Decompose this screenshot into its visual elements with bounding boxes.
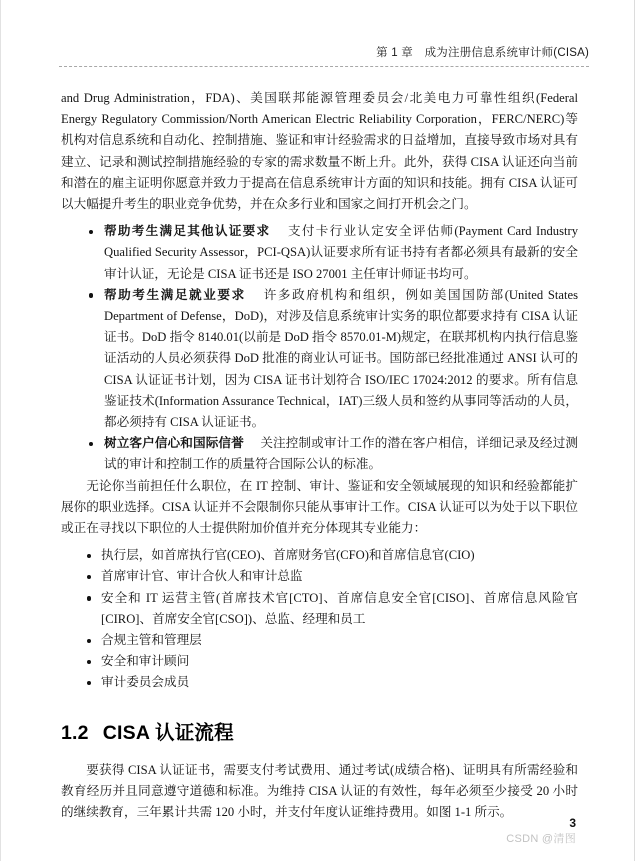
paragraph-roles-intro: 无论你当前担任什么职位，在 IT 控制、审计、鉴证和安全领域展现的知识和经验都能扩展你的职业选择。CISA 认证并不会限制你只能从事审计工作。CISA 认证可以为处于以下职位或正在寻找以下职位的人士提供附加价值并充分体现其专业能力：: [61, 478, 578, 536]
bullet-lead-label: 帮助考生满足其他认证要求: [104, 224, 271, 239]
bullet-lead-label: 树立客户信心和国际信誉: [104, 436, 244, 451]
running-header-title: 第 1 章 成为注册信息系统审计师(CISA): [376, 47, 589, 59]
section-number: 1.2: [61, 721, 89, 744]
role-item-text: 审计委员会成员: [101, 675, 190, 690]
paragraph-continued: and Drug Administration，FDA)、美国联邦能源管理委员会/北美电力可靠性组织(Federal Energy Regulatory Commission/North American Electric Reliability Corporation，FERC/NERC)等机构对信息系统和自动化、控制措施、鉴证和审计经验需求的日益增加，直接导致市场对具有建立、记录和测试控制措施经验的专家的需求数量不断上升。此外，获得 CISA 认证还向当前和潜在的雇主证明你愿意并致力于提高在信息系统审计方面的知识和技能。拥有 CISA 认证可以大幅提升考生的职业竞争优势，并在众多行业和国家之间打开机会之门。: [61, 91, 578, 212]
list-item: [61, 566, 578, 587]
list-item: [61, 672, 578, 693]
benefit-bullet-list: [61, 221, 578, 475]
role-bullet-list: [61, 545, 578, 693]
section-heading: [61, 720, 578, 746]
list-item: [61, 630, 578, 651]
section-paragraph: 要获得 CISA 认证证书，需要支付考试费用、通过考试(成绩合格)、证明具有所需经验和教育经历并且同意遵守道德和标准。为维持 CISA 认证的有效性，每年必须至少接受 20 小时的继续教育，三年累计共需 120 小时，并支付年度认证维持费用。如图 1-1 所示。: [61, 762, 578, 820]
running-header: [59, 44, 589, 68]
header-divider-rule: [59, 66, 589, 67]
section-title: CISA 认证流程: [102, 721, 234, 744]
page-content: [61, 88, 578, 823]
list-item: [61, 433, 578, 475]
list-item: [61, 285, 578, 433]
page-footer: [1, 816, 634, 847]
list-item: [61, 651, 578, 672]
list-item: [61, 588, 578, 630]
bullet-lead-label: 帮助考生满足就业要求: [104, 287, 246, 302]
bullet-body-text: 许多政府机构和组织，例如美国国防部(United States Department of Defense，DoD)，对涉及信息系统审计实务的职位都要求持有 CISA 认证证书。DoD 指令 8140.01(以前是 DoD 指令 8570.01-M)规定，在联邦机构内执行信息鉴证活动的人员必须获得 DoD 批准的商业认可证书。国防部已经批准通过 ANSI 认可的 CISA 认证证书计划，因为 CISA 证书计划符合 ISO/IEC 17024:2012 的要求。所有信息鉴证技术(Information Assurance Technical，IAT)三级人员和签约从事同等活动的人员，都必须持有 CISA 认证证书。: [104, 287, 579, 430]
role-item-text: 首席审计官、审计合伙人和审计总监: [101, 569, 303, 584]
page-number: 3: [569, 816, 576, 830]
list-item: [61, 221, 578, 285]
list-item: [61, 545, 578, 566]
bullet-body-text: 支付卡行业认定安全评估师(Payment Card Industry Qualified Security Assessor，PCI-QSA)认证要求所有证书持有者都必须具有最新的安全审计认证，无论是 CISA 证书还是 ISO 27001 主任审计师证书均可。: [104, 224, 578, 281]
watermark-label: CSDN @清图: [506, 833, 576, 845]
role-item-text: 安全和审计顾问: [101, 654, 190, 669]
role-item-text: 合规主管和管理层: [101, 633, 202, 648]
role-item-text: 安全和 IT 运营主管(首席技术官[CTO]、首席信息安全官[CISO]、首席信息风险官[CIRO]、首席安全官[CSO])、总监、经理和员工: [101, 590, 578, 626]
role-item-text: 执行层，如首席执行官(CEO)、首席财务官(CFO)和首席信息官(CIO): [101, 548, 475, 563]
bullet-body-text: 关注控制或审计工作的潜在客户相信，详细记录及经过测试的审计和控制工作的质量符合国际公认的标准。: [104, 436, 579, 472]
